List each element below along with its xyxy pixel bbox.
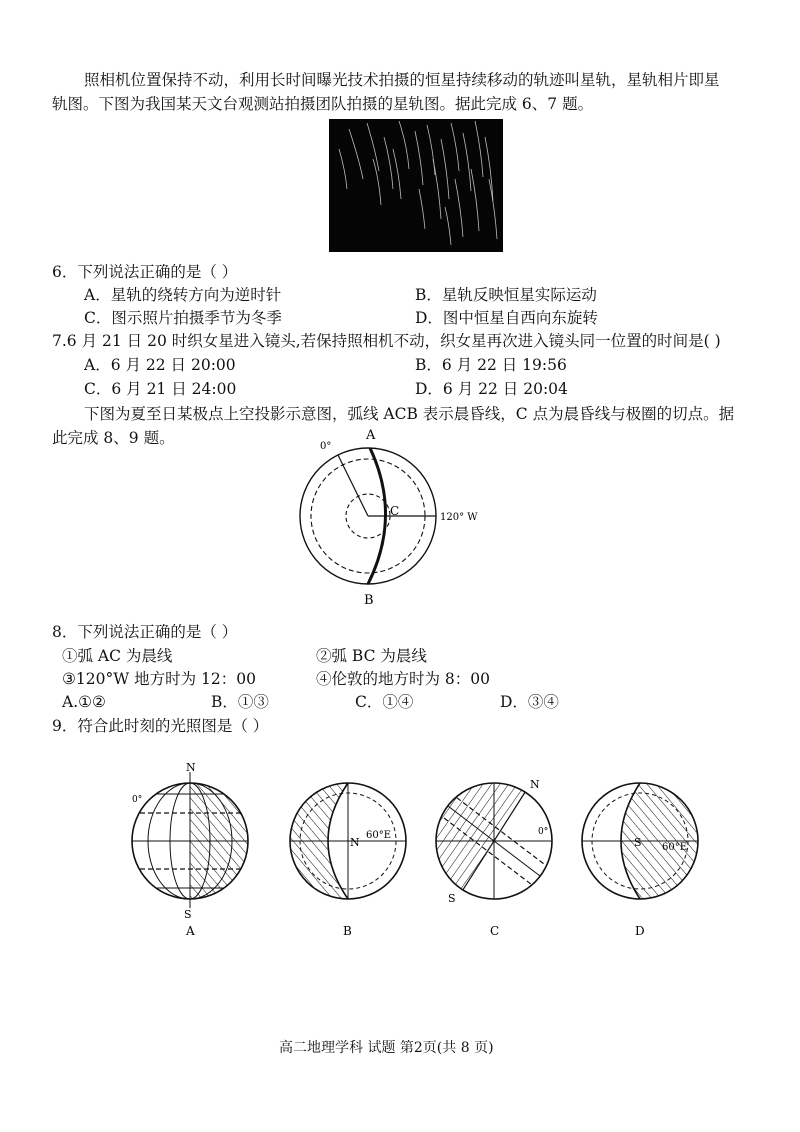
q7-option-a[interactable]: A．6 月 22 日 20:00: [84, 356, 236, 374]
q7-option-d[interactable]: D．6 月 22 日 20:04: [415, 380, 568, 398]
q7-option-c[interactable]: C．6 月 21 日 24:00: [84, 380, 237, 398]
label-c: C: [390, 504, 400, 518]
globe-d-pole: S: [634, 836, 642, 849]
globe-c-north: N: [530, 778, 540, 791]
globe-a-lon: 0°: [132, 795, 143, 805]
q6-option-c[interactable]: C．图示照片拍摄季节为冬季: [84, 309, 282, 327]
star-trail-lines: [329, 119, 503, 252]
q7-stem: 7.6 月 21 日 20 时织女星进入镜头,若保持照相机不动，织女星再次进入镜头同一位置的时间是( ): [52, 332, 721, 350]
intro-line-2: 轨图。下图为我国某天文台观测站拍摄团队拍摄的星轨图。据此完成 6、7 题。: [52, 95, 594, 113]
intro2-line-2: 此完成 8、9 题。: [52, 429, 175, 447]
q8-option-c[interactable]: C．①④: [355, 693, 414, 711]
q8-option-a[interactable]: A.①②: [62, 693, 106, 711]
q8-statement-2: ②弧 BC 为晨线: [316, 647, 427, 665]
globe-b[interactable]: [278, 758, 418, 938]
globe-d[interactable]: [570, 758, 710, 938]
q6-stem: 6．下列说法正确的是（ ）: [52, 263, 238, 281]
globe-a-caption: A: [186, 924, 195, 938]
q9-stem: 9．符合此时刻的光照图是（ ）: [52, 717, 269, 735]
globe-c-lon: 0°: [538, 827, 549, 837]
q6-option-a[interactable]: A．星轨的绕转方向为逆时针: [84, 286, 282, 304]
globe-c-caption: C: [490, 924, 500, 938]
globe-a-south: S: [184, 908, 192, 921]
globe-c-south: S: [448, 892, 456, 905]
polar-projection-figure: [282, 425, 512, 611]
globe-d-caption: D: [635, 924, 645, 938]
q8-option-d[interactable]: D．③④: [500, 693, 559, 711]
q7-option-b[interactable]: B．6 月 22 日 19:56: [415, 356, 567, 374]
globe-a-north: N: [186, 761, 196, 774]
globe-c[interactable]: [424, 758, 564, 938]
meridian-0: [338, 455, 368, 516]
label-0-degree: 0°: [320, 441, 332, 452]
q8-statement-3: ③120°W 地方时为 12：00: [62, 670, 256, 688]
label-b: B: [364, 593, 374, 608]
globe-a[interactable]: [120, 758, 260, 938]
q8-statement-4: ④伦敦的地方时为 8：00: [316, 670, 491, 688]
q8-stem: 8．下列说法正确的是（ ）: [52, 623, 238, 641]
q8-option-b[interactable]: B．①③: [211, 693, 269, 711]
label-a: A: [366, 428, 376, 443]
q6-option-b[interactable]: B．星轨反映恒星实际运动: [415, 286, 597, 304]
intro2-line-1: 下图为夏至日某极点上空投影示意图，弧线 ACB 表示晨昏线，C 点为晨昏线与极圈的切点。据: [84, 405, 735, 423]
page-footer: 高二地理学科 试题 第2页(共 8 页): [279, 1040, 494, 1056]
globe-b-pole: N: [350, 836, 360, 849]
label-120w: 120° W: [440, 512, 478, 523]
intro-line-1: 照相机位置保持不动，利用长时间曝光技术拍摄的恒星持续移动的轨迹叫星轨，星轨相片即星: [84, 71, 720, 89]
q8-statement-1: ①弧 AC 为晨线: [62, 647, 173, 665]
star-trail-photo: [329, 119, 503, 252]
globe-d-lon: 60°E: [662, 842, 688, 853]
globe-b-caption: B: [343, 924, 352, 938]
q6-option-d[interactable]: D．图中恒星自西向东旋转: [415, 309, 598, 327]
globe-b-lon: 60°E: [366, 830, 392, 841]
